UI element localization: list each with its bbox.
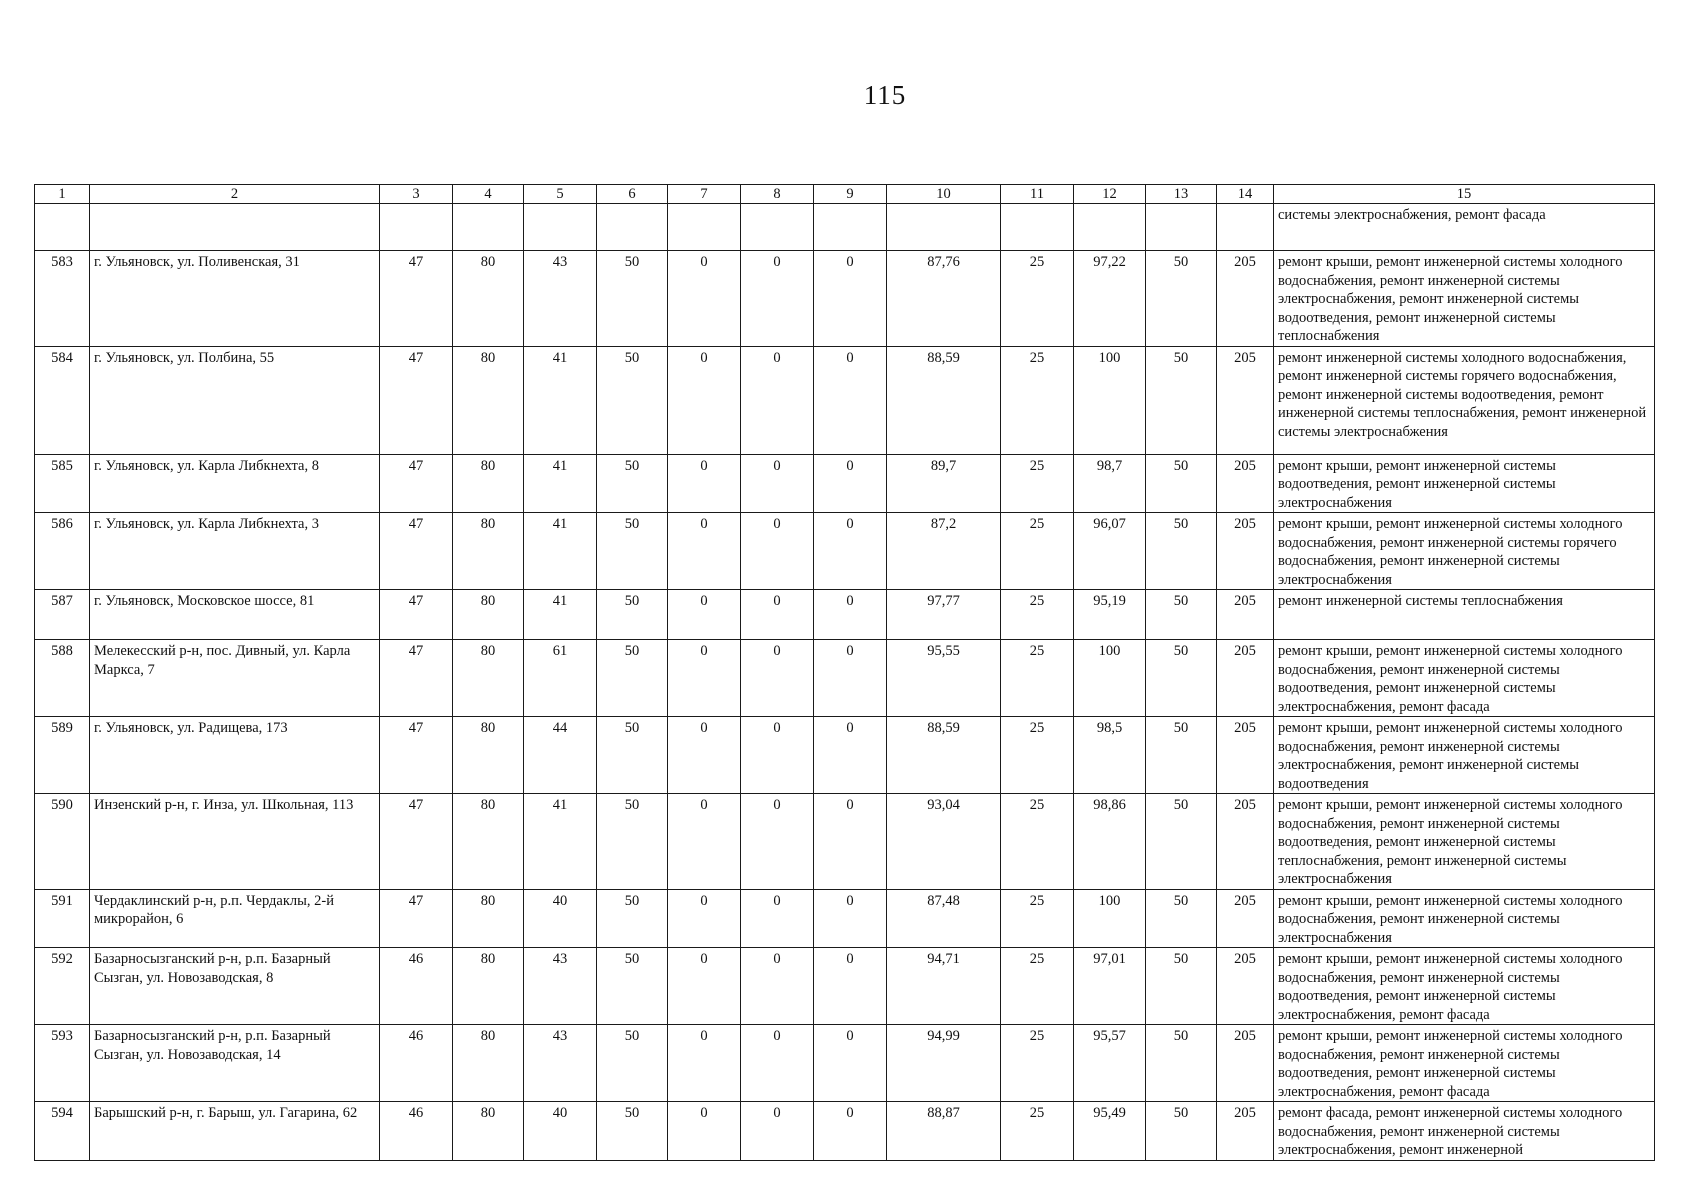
cell-col-13: 50	[1146, 1102, 1217, 1161]
cell-col-3: 47	[380, 889, 453, 948]
cell-col-4: 80	[453, 1025, 524, 1102]
cell-col-6: 50	[597, 454, 668, 513]
cell-col-6: 50	[597, 251, 668, 347]
cell-col-5: 44	[524, 717, 597, 794]
cell-col-6: 50	[597, 948, 668, 1025]
cell-col-4: 80	[453, 346, 524, 454]
column-header-11: 11	[1001, 185, 1074, 204]
building-address: г. Ульяновск, ул. Карла Либкнехта, 8	[90, 454, 380, 513]
cell-col-6: 50	[597, 346, 668, 454]
cell-col-11: 25	[1001, 346, 1074, 454]
cell-col-3: 46	[380, 1102, 453, 1161]
cell-col-7: 0	[668, 889, 741, 948]
cell-col-10: 87,48	[887, 889, 1001, 948]
column-header-12: 12	[1074, 185, 1146, 204]
cell-col-3: 46	[380, 1025, 453, 1102]
cell-col-10: 88,87	[887, 1102, 1001, 1161]
cell-col-3: 47	[380, 794, 453, 890]
column-header-14: 14	[1217, 185, 1274, 204]
cell-col-4: 80	[453, 251, 524, 347]
building-address: г. Ульяновск, ул. Поливенская, 31	[90, 251, 380, 347]
cell-col-3: 47	[380, 590, 453, 640]
cell-col-4: 80	[453, 1102, 524, 1161]
cell-col-8: 0	[741, 889, 814, 948]
row-number: 583	[35, 251, 90, 347]
cell-col-8: 0	[741, 454, 814, 513]
cell-col-7: 0	[668, 794, 741, 890]
cell-col-3: 47	[380, 513, 453, 590]
cell-col-6: 50	[597, 1025, 668, 1102]
row-number: 590	[35, 794, 90, 890]
repair-works: ремонт крыши, ремонт инженерной системы водоотведения, ремонт инженерной системы электроснабжения	[1274, 454, 1655, 513]
cell-col-4	[453, 204, 524, 251]
row-number: 593	[35, 1025, 90, 1102]
column-header-10: 10	[887, 185, 1001, 204]
cell-col-12: 97,22	[1074, 251, 1146, 347]
cell-col-14: 205	[1217, 513, 1274, 590]
cell-col-4: 80	[453, 794, 524, 890]
cell-col-12: 100	[1074, 640, 1146, 717]
repair-works: ремонт инженерной системы холодного водоснабжения, ремонт инженерной системы горячего водоснабжения, ремонт инженерной системы водоотведения, ремонт инженерной системы теплоснабжения, ремонт инженерной системы электроснабжения	[1274, 346, 1655, 454]
cell-col-13: 50	[1146, 251, 1217, 347]
building-address: г. Ульяновск, ул. Карла Либкнехта, 3	[90, 513, 380, 590]
cell-col-10: 88,59	[887, 717, 1001, 794]
row-number: 584	[35, 346, 90, 454]
building-address: г. Ульяновск, Московское шоссе, 81	[90, 590, 380, 640]
cell-col-11: 25	[1001, 1025, 1074, 1102]
building-address	[90, 204, 380, 251]
cell-col-13: 50	[1146, 640, 1217, 717]
table-row	[35, 717, 1655, 794]
repair-works: системы электроснабжения, ремонт фасада	[1274, 204, 1655, 251]
cell-col-13: 50	[1146, 948, 1217, 1025]
column-header-2: 2	[90, 185, 380, 204]
cell-col-10: 95,55	[887, 640, 1001, 717]
cell-col-3: 47	[380, 251, 453, 347]
cell-col-6: 50	[597, 889, 668, 948]
cell-col-9: 0	[814, 1025, 887, 1102]
cell-col-14: 205	[1217, 251, 1274, 347]
cell-col-6: 50	[597, 513, 668, 590]
building-address: Мелекесский р-н, пос. Дивный, ул. Карла Маркса, 7	[90, 640, 380, 717]
cell-col-7: 0	[668, 717, 741, 794]
cell-col-12: 96,07	[1074, 513, 1146, 590]
cell-col-5	[524, 204, 597, 251]
cell-col-3: 47	[380, 346, 453, 454]
building-address: Базарносызганский р-н, р.п. Базарный Сызган, ул. Новозаводская, 8	[90, 948, 380, 1025]
cell-col-10: 89,7	[887, 454, 1001, 513]
table-row	[35, 251, 1655, 347]
cell-col-5: 41	[524, 454, 597, 513]
cell-col-12: 98,5	[1074, 717, 1146, 794]
row-number	[35, 204, 90, 251]
cell-col-5: 41	[524, 513, 597, 590]
cell-col-9: 0	[814, 513, 887, 590]
cell-col-14: 205	[1217, 794, 1274, 890]
repair-works: ремонт фасада, ремонт инженерной системы холодного водоснабжения, ремонт инженерной системы электроснабжения, ремонт инженерной	[1274, 1102, 1655, 1161]
cell-col-14: 205	[1217, 889, 1274, 948]
cell-col-7: 0	[668, 1025, 741, 1102]
cell-col-12: 95,57	[1074, 1025, 1146, 1102]
cell-col-14: 205	[1217, 1102, 1274, 1161]
table-row	[35, 640, 1655, 717]
repair-works: ремонт крыши, ремонт инженерной системы холодного водоснабжения, ремонт инженерной системы электроснабжения, ремонт инженерной системы водоотведения	[1274, 717, 1655, 794]
repair-works: ремонт крыши, ремонт инженерной системы холодного водоснабжения, ремонт инженерной системы водоотведения, ремонт инженерной системы электроснабжения, ремонт фасада	[1274, 1025, 1655, 1102]
cell-col-8: 0	[741, 640, 814, 717]
cell-col-13	[1146, 204, 1217, 251]
table-body	[35, 204, 1655, 1161]
cell-col-5: 43	[524, 948, 597, 1025]
cell-col-14: 205	[1217, 640, 1274, 717]
cell-col-6: 50	[597, 1102, 668, 1161]
cell-col-9: 0	[814, 794, 887, 890]
cell-col-13: 50	[1146, 513, 1217, 590]
cell-col-6: 50	[597, 640, 668, 717]
table-row	[35, 590, 1655, 640]
repair-works: ремонт инженерной системы теплоснабжения	[1274, 590, 1655, 640]
cell-col-10: 97,77	[887, 590, 1001, 640]
column-header-15: 15	[1274, 185, 1655, 204]
cell-col-11: 25	[1001, 590, 1074, 640]
cell-col-11: 25	[1001, 454, 1074, 513]
cell-col-3	[380, 204, 453, 251]
cell-col-14: 205	[1217, 454, 1274, 513]
cell-col-4: 80	[453, 889, 524, 948]
cell-col-12: 100	[1074, 889, 1146, 948]
cell-col-13: 50	[1146, 794, 1217, 890]
cell-col-7: 0	[668, 251, 741, 347]
cell-col-11: 25	[1001, 513, 1074, 590]
cell-col-14: 205	[1217, 1025, 1274, 1102]
cell-col-9: 0	[814, 346, 887, 454]
cell-col-10: 94,99	[887, 1025, 1001, 1102]
row-number: 586	[35, 513, 90, 590]
cell-col-13: 50	[1146, 346, 1217, 454]
cell-col-14: 205	[1217, 590, 1274, 640]
building-address: г. Ульяновск, ул. Радищева, 173	[90, 717, 380, 794]
column-header-6: 6	[597, 185, 668, 204]
column-header-13: 13	[1146, 185, 1217, 204]
building-address: г. Ульяновск, ул. Полбина, 55	[90, 346, 380, 454]
cell-col-11	[1001, 204, 1074, 251]
table-row	[35, 204, 1655, 251]
column-header-9: 9	[814, 185, 887, 204]
table-row	[35, 1025, 1655, 1102]
cell-col-9: 0	[814, 717, 887, 794]
cell-col-9: 0	[814, 1102, 887, 1161]
row-number: 588	[35, 640, 90, 717]
cell-col-10: 87,76	[887, 251, 1001, 347]
repair-works: ремонт крыши, ремонт инженерной системы холодного водоснабжения, ремонт инженерной системы водоотведения, ремонт инженерной системы электроснабжения, ремонт фасада	[1274, 640, 1655, 717]
cell-col-7: 0	[668, 454, 741, 513]
repair-works: ремонт крыши, ремонт инженерной системы холодного водоснабжения, ремонт инженерной системы водоотведения, ремонт инженерной системы теплоснабжения, ремонт инженерной системы электроснабжения	[1274, 794, 1655, 890]
cell-col-9: 0	[814, 889, 887, 948]
cell-col-3: 46	[380, 948, 453, 1025]
cell-col-14	[1217, 204, 1274, 251]
cell-col-9: 0	[814, 640, 887, 717]
cell-col-12: 98,7	[1074, 454, 1146, 513]
cell-col-9: 0	[814, 454, 887, 513]
cell-col-7: 0	[668, 1102, 741, 1161]
column-header-8: 8	[741, 185, 814, 204]
repair-works: ремонт крыши, ремонт инженерной системы холодного водоснабжения, ремонт инженерной системы горячего водоснабжения, ремонт инженерной системы электроснабжения	[1274, 513, 1655, 590]
cell-col-10	[887, 204, 1001, 251]
cell-col-3: 47	[380, 640, 453, 717]
column-header-3: 3	[380, 185, 453, 204]
repair-works: ремонт крыши, ремонт инженерной системы холодного водоснабжения, ремонт инженерной системы электроснабжения	[1274, 889, 1655, 948]
cell-col-10: 88,59	[887, 346, 1001, 454]
building-address: Инзенский р-н, г. Инза, ул. Школьная, 113	[90, 794, 380, 890]
cell-col-7: 0	[668, 346, 741, 454]
cell-col-4: 80	[453, 640, 524, 717]
cell-col-11: 25	[1001, 251, 1074, 347]
cell-col-11: 25	[1001, 794, 1074, 890]
cell-col-12: 98,86	[1074, 794, 1146, 890]
cell-col-8: 0	[741, 1102, 814, 1161]
table-row	[35, 889, 1655, 948]
cell-col-8	[741, 204, 814, 251]
row-number: 591	[35, 889, 90, 948]
row-number: 589	[35, 717, 90, 794]
cell-col-12	[1074, 204, 1146, 251]
cell-col-8: 0	[741, 1025, 814, 1102]
table-row	[35, 794, 1655, 890]
cell-col-13: 50	[1146, 590, 1217, 640]
cell-col-11: 25	[1001, 889, 1074, 948]
cell-col-12: 100	[1074, 346, 1146, 454]
cell-col-11: 25	[1001, 717, 1074, 794]
cell-col-6: 50	[597, 590, 668, 640]
repair-works: ремонт крыши, ремонт инженерной системы холодного водоснабжения, ремонт инженерной системы водоотведения, ремонт инженерной системы электроснабжения, ремонт фасада	[1274, 948, 1655, 1025]
cell-col-14: 205	[1217, 948, 1274, 1025]
cell-col-8: 0	[741, 251, 814, 347]
cell-col-14: 205	[1217, 346, 1274, 454]
cell-col-13: 50	[1146, 889, 1217, 948]
cell-col-7: 0	[668, 513, 741, 590]
cell-col-3: 47	[380, 454, 453, 513]
cell-col-5: 40	[524, 1102, 597, 1161]
cell-col-14: 205	[1217, 717, 1274, 794]
page-number: 115	[863, 80, 907, 110]
cell-col-8: 0	[741, 794, 814, 890]
cell-col-8: 0	[741, 513, 814, 590]
cell-col-5: 61	[524, 640, 597, 717]
cell-col-6: 50	[597, 717, 668, 794]
cell-col-13: 50	[1146, 454, 1217, 513]
column-header-5: 5	[524, 185, 597, 204]
cell-col-9	[814, 204, 887, 251]
cell-col-7: 0	[668, 948, 741, 1025]
cell-col-7	[668, 204, 741, 251]
cell-col-7: 0	[668, 590, 741, 640]
row-number: 587	[35, 590, 90, 640]
cell-col-5: 41	[524, 346, 597, 454]
repair-works: ремонт крыши, ремонт инженерной системы холодного водоснабжения, ремонт инженерной системы электроснабжения, ремонт инженерной системы водоотведения, ремонт инженерной системы теплоснабжения	[1274, 251, 1655, 347]
table-row	[35, 1102, 1655, 1161]
cell-col-11: 25	[1001, 640, 1074, 717]
building-address: Базарносызганский р-н, р.п. Базарный Сызган, ул. Новозаводская, 14	[90, 1025, 380, 1102]
cell-col-12: 97,01	[1074, 948, 1146, 1025]
row-number: 594	[35, 1102, 90, 1161]
table-row	[35, 346, 1655, 454]
cell-col-6	[597, 204, 668, 251]
cell-col-9: 0	[814, 251, 887, 347]
column-header-1: 1	[35, 185, 90, 204]
table-row	[35, 513, 1655, 590]
column-header-4: 4	[453, 185, 524, 204]
building-address: Барышский р-н, г. Барыш, ул. Гагарина, 62	[90, 1102, 380, 1161]
cell-col-4: 80	[453, 454, 524, 513]
cell-col-5: 41	[524, 794, 597, 890]
row-number: 585	[35, 454, 90, 513]
cell-col-10: 87,2	[887, 513, 1001, 590]
cell-col-8: 0	[741, 948, 814, 1025]
column-header-7: 7	[668, 185, 741, 204]
table-row	[35, 454, 1655, 513]
cell-col-7: 0	[668, 640, 741, 717]
cell-col-4: 80	[453, 948, 524, 1025]
cell-col-4: 80	[453, 590, 524, 640]
table-row	[35, 948, 1655, 1025]
cell-col-9: 0	[814, 948, 887, 1025]
cell-col-5: 43	[524, 251, 597, 347]
cell-col-4: 80	[453, 717, 524, 794]
cell-col-10: 94,71	[887, 948, 1001, 1025]
cell-col-4: 80	[453, 513, 524, 590]
cell-col-11: 25	[1001, 1102, 1074, 1161]
cell-col-12: 95,49	[1074, 1102, 1146, 1161]
cell-col-5: 40	[524, 889, 597, 948]
cell-col-11: 25	[1001, 948, 1074, 1025]
cell-col-13: 50	[1146, 717, 1217, 794]
building-address: Чердаклинский р-н, р.п. Чердаклы, 2-й микрорайон, 6	[90, 889, 380, 948]
row-number: 592	[35, 948, 90, 1025]
cell-col-5: 41	[524, 590, 597, 640]
cell-col-12: 95,19	[1074, 590, 1146, 640]
cell-col-8: 0	[741, 717, 814, 794]
cell-col-13: 50	[1146, 1025, 1217, 1102]
cell-col-9: 0	[814, 590, 887, 640]
column-number-row	[35, 185, 1655, 204]
cell-col-8: 0	[741, 346, 814, 454]
cell-col-10: 93,04	[887, 794, 1001, 890]
cell-col-5: 43	[524, 1025, 597, 1102]
capital-repair-table	[34, 184, 1655, 1161]
cell-col-6: 50	[597, 794, 668, 890]
cell-col-8: 0	[741, 590, 814, 640]
cell-col-3: 47	[380, 717, 453, 794]
